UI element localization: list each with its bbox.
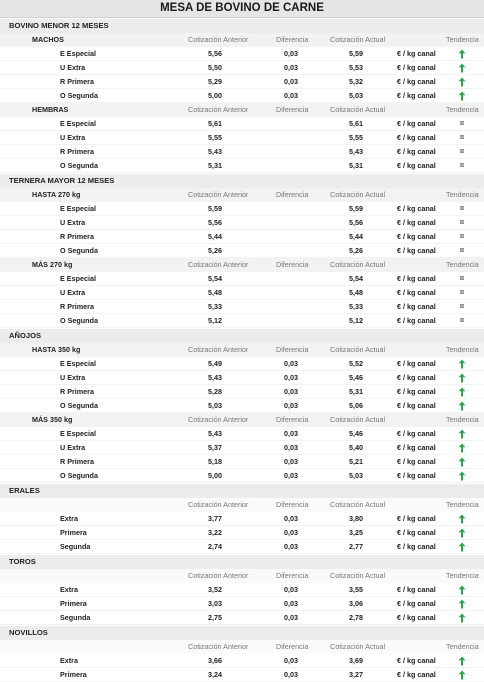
header-prev: Cotización Anterior — [188, 260, 249, 269]
price-unit: € / kg canal — [397, 274, 436, 283]
price-difference: 0,03 — [284, 514, 298, 523]
price-unit: € / kg canal — [397, 218, 436, 227]
current-price: 2,77 — [349, 542, 363, 551]
price-difference: 0,03 — [284, 387, 298, 396]
price-difference: 0,03 — [284, 91, 298, 100]
price-unit: € / kg canal — [397, 91, 436, 100]
current-price: 5,43 — [349, 147, 363, 156]
up-arrow-icon — [455, 668, 469, 682]
up-arrow-icon — [455, 597, 469, 611]
section-title: TERNERA MAYOR 12 MESES — [0, 174, 484, 188]
row-category: U Extra — [60, 288, 86, 297]
current-price: 3,27 — [349, 670, 363, 679]
row-category: R Primera — [60, 387, 94, 396]
price-unit: € / kg canal — [397, 599, 436, 608]
up-arrow-icon — [455, 512, 469, 526]
prev-price: 3,77 — [208, 514, 222, 523]
prev-price: 5,03 — [208, 401, 222, 410]
prev-price: 3,22 — [208, 528, 222, 537]
page-title: MESA DE BOVINO DE CARNE — [0, 0, 484, 18]
current-price: 5,61 — [349, 119, 363, 128]
prev-price: 3,03 — [208, 599, 222, 608]
column-header-row — [0, 188, 484, 202]
header-diff: Diferencia — [276, 345, 309, 354]
header-curr: Cotización Actual — [330, 190, 386, 199]
group-label: HASTA 350 kg — [32, 345, 81, 354]
price-unit: € / kg canal — [397, 528, 436, 537]
row-category: Primera — [60, 528, 87, 537]
table-row — [0, 583, 484, 597]
header-diff: Diferencia — [276, 571, 309, 580]
prev-price: 5,37 — [208, 443, 222, 452]
header-curr: Cotización Actual — [330, 35, 386, 44]
prev-price: 2,75 — [208, 613, 222, 622]
row-category: R Primera — [60, 302, 94, 311]
current-price: 5,03 — [349, 471, 363, 480]
header-prev: Cotización Anterior — [188, 642, 249, 651]
up-arrow-icon — [455, 427, 469, 441]
row-category: R Primera — [60, 77, 94, 86]
group-label: HEMBRAS — [32, 105, 69, 114]
up-arrow-icon — [455, 75, 469, 89]
current-price: 5,21 — [349, 457, 363, 466]
price-unit: € / kg canal — [397, 77, 436, 86]
row-category: Extra — [60, 656, 78, 665]
price-difference: 0,03 — [284, 599, 298, 608]
current-price: 5,46 — [349, 429, 363, 438]
prev-price: 5,12 — [208, 316, 222, 325]
prev-price: 5,31 — [208, 161, 222, 170]
price-difference: 0,03 — [284, 359, 298, 368]
price-unit: € / kg canal — [397, 232, 436, 241]
header-diff: Diferencia — [276, 260, 309, 269]
prev-price: 5,55 — [208, 133, 222, 142]
current-price: 5,54 — [349, 274, 363, 283]
price-difference: 0,03 — [284, 542, 298, 551]
row-category: R Primera — [60, 232, 94, 241]
current-price: 5,33 — [349, 302, 363, 311]
prev-price: 5,49 — [208, 359, 222, 368]
section-title: BOVINO MENOR 12 MESES — [0, 19, 484, 33]
equal-icon: = — [459, 316, 465, 325]
row-category: O Segunda — [60, 401, 98, 410]
header-trend: Tendencia — [446, 571, 479, 580]
section-title: TOROS — [0, 555, 484, 569]
current-price: 3,80 — [349, 514, 363, 523]
equal-icon: = — [459, 288, 465, 297]
equal-icon: = — [459, 246, 465, 255]
header-curr: Cotización Actual — [330, 105, 386, 114]
price-unit: € / kg canal — [397, 514, 436, 523]
column-header-row — [0, 413, 484, 427]
up-arrow-icon — [455, 526, 469, 540]
equal-icon: = — [459, 147, 465, 156]
column-header-row — [0, 640, 484, 654]
table-row — [0, 441, 484, 455]
prev-price: 2,74 — [208, 542, 222, 551]
row-category: R Primera — [60, 457, 94, 466]
up-arrow-icon — [455, 611, 469, 625]
table-row — [0, 385, 484, 399]
table-row — [0, 244, 484, 258]
header-trend: Tendencia — [446, 190, 479, 199]
price-difference: 0,03 — [284, 528, 298, 537]
current-price: 5,59 — [349, 204, 363, 213]
table-row — [0, 131, 484, 145]
table-row — [0, 75, 484, 89]
group-label: HASTA 270 kg — [32, 190, 81, 199]
table-row — [0, 216, 484, 230]
price-unit: € / kg canal — [397, 387, 436, 396]
header-diff: Diferencia — [276, 642, 309, 651]
price-table — [0, 19, 484, 682]
prev-price: 5,26 — [208, 246, 222, 255]
price-difference: 0,03 — [284, 471, 298, 480]
row-category: U Extra — [60, 443, 86, 452]
price-difference: 0,03 — [284, 63, 298, 72]
header-prev: Cotización Anterior — [188, 35, 249, 44]
row-category: E Especial — [60, 204, 96, 213]
price-unit: € / kg canal — [397, 670, 436, 679]
header-prev: Cotización Anterior — [188, 190, 249, 199]
group-label: MÁS 270 kg — [32, 260, 73, 269]
header-diff: Diferencia — [276, 415, 309, 424]
price-unit: € / kg canal — [397, 147, 436, 156]
header-curr: Cotización Actual — [330, 260, 386, 269]
up-arrow-icon — [455, 61, 469, 75]
up-arrow-icon — [455, 47, 469, 61]
row-category: O Segunda — [60, 161, 98, 170]
price-unit: € / kg canal — [397, 288, 436, 297]
price-difference: 0,03 — [284, 585, 298, 594]
price-unit: € / kg canal — [397, 246, 436, 255]
equal-icon: = — [459, 302, 465, 311]
column-header-row — [0, 498, 484, 512]
equal-icon: = — [459, 204, 465, 213]
up-arrow-icon — [455, 385, 469, 399]
row-category: O Segunda — [60, 246, 98, 255]
header-curr: Cotización Actual — [330, 345, 386, 354]
table-row — [0, 540, 484, 554]
prev-price: 5,28 — [208, 387, 222, 396]
current-price: 5,32 — [349, 77, 363, 86]
table-row — [0, 89, 484, 103]
column-header-row — [0, 103, 484, 117]
prev-price: 5,56 — [208, 49, 222, 58]
header-diff: Diferencia — [276, 35, 309, 44]
prev-price: 3,24 — [208, 670, 222, 679]
row-category: E Especial — [60, 274, 96, 283]
row-category: Primera — [60, 670, 87, 679]
price-difference: 0,03 — [284, 613, 298, 622]
up-arrow-icon — [455, 371, 469, 385]
current-price: 3,25 — [349, 528, 363, 537]
equal-icon: = — [459, 161, 465, 170]
current-price: 5,56 — [349, 218, 363, 227]
prev-price: 5,18 — [208, 457, 222, 466]
current-price: 5,59 — [349, 49, 363, 58]
current-price: 5,03 — [349, 91, 363, 100]
header-prev: Cotización Anterior — [188, 105, 249, 114]
table-row — [0, 455, 484, 469]
prev-price: 5,43 — [208, 373, 222, 382]
prev-price: 5,33 — [208, 302, 222, 311]
price-unit: € / kg canal — [397, 401, 436, 410]
row-category: U Extra — [60, 218, 86, 227]
prev-price: 5,50 — [208, 63, 222, 72]
row-category: Extra — [60, 514, 78, 523]
row-category: Segunda — [60, 613, 91, 622]
current-price: 5,12 — [349, 316, 363, 325]
up-arrow-icon — [455, 399, 469, 413]
current-price: 5,55 — [349, 133, 363, 142]
current-price: 5,31 — [349, 387, 363, 396]
price-difference: 0,03 — [284, 457, 298, 466]
price-unit: € / kg canal — [397, 429, 436, 438]
prev-price: 5,56 — [208, 218, 222, 227]
current-price: 5,48 — [349, 288, 363, 297]
prev-price: 5,59 — [208, 204, 222, 213]
equal-icon: = — [459, 218, 465, 227]
price-difference: 0,03 — [284, 656, 298, 665]
table-row — [0, 230, 484, 244]
table-row — [0, 668, 484, 682]
prev-price: 5,61 — [208, 119, 222, 128]
row-category: E Especial — [60, 119, 96, 128]
row-category: E Especial — [60, 49, 96, 58]
price-unit: € / kg canal — [397, 302, 436, 311]
price-unit: € / kg canal — [397, 542, 436, 551]
header-trend: Tendencia — [446, 642, 479, 651]
equal-icon: = — [459, 274, 465, 283]
up-arrow-icon — [455, 469, 469, 483]
table-row — [0, 357, 484, 371]
price-unit: € / kg canal — [397, 316, 436, 325]
header-prev: Cotización Anterior — [188, 345, 249, 354]
prev-price: 5,44 — [208, 232, 222, 241]
header-prev: Cotización Anterior — [188, 415, 249, 424]
row-category: Segunda — [60, 542, 91, 551]
price-difference: 0,03 — [284, 443, 298, 452]
price-unit: € / kg canal — [397, 204, 436, 213]
price-difference: 0,03 — [284, 401, 298, 410]
table-row — [0, 427, 484, 441]
row-category: Primera — [60, 599, 87, 608]
table-row — [0, 145, 484, 159]
table-row — [0, 61, 484, 75]
header-trend: Tendencia — [446, 500, 479, 509]
current-price: 5,26 — [349, 246, 363, 255]
price-unit: € / kg canal — [397, 133, 436, 142]
price-difference: 0,03 — [284, 77, 298, 86]
current-price: 5,52 — [349, 359, 363, 368]
row-category: E Especial — [60, 429, 96, 438]
current-price: 3,69 — [349, 656, 363, 665]
table-row — [0, 47, 484, 61]
prev-price: 3,66 — [208, 656, 222, 665]
up-arrow-icon — [455, 357, 469, 371]
header-trend: Tendencia — [446, 260, 479, 269]
current-price: 3,06 — [349, 599, 363, 608]
price-unit: € / kg canal — [397, 656, 436, 665]
row-category: O Segunda — [60, 91, 98, 100]
prev-price: 5,00 — [208, 91, 222, 100]
header-curr: Cotización Actual — [330, 642, 386, 651]
header-diff: Diferencia — [276, 105, 309, 114]
prev-price: 5,43 — [208, 429, 222, 438]
table-row — [0, 117, 484, 131]
table-row — [0, 202, 484, 216]
row-category: E Especial — [60, 359, 96, 368]
prev-price: 5,43 — [208, 147, 222, 156]
section-title: ERALES — [0, 484, 484, 498]
prev-price: 3,52 — [208, 585, 222, 594]
table-row — [0, 371, 484, 385]
prev-price: 5,00 — [208, 471, 222, 480]
up-arrow-icon — [455, 540, 469, 554]
prev-price: 5,48 — [208, 288, 222, 297]
table-row — [0, 286, 484, 300]
current-price: 5,31 — [349, 161, 363, 170]
up-arrow-icon — [455, 455, 469, 469]
header-prev: Cotización Anterior — [188, 500, 249, 509]
price-unit: € / kg canal — [397, 63, 436, 72]
current-price: 5,06 — [349, 401, 363, 410]
row-category: U Extra — [60, 133, 86, 142]
row-category: O Segunda — [60, 316, 98, 325]
row-category: U Extra — [60, 63, 86, 72]
header-prev: Cotización Anterior — [188, 571, 249, 580]
table-row — [0, 611, 484, 625]
table-row — [0, 272, 484, 286]
header-curr: Cotización Actual — [330, 415, 386, 424]
prev-price: 5,29 — [208, 77, 222, 86]
section-title: NOVILLOS — [0, 626, 484, 640]
up-arrow-icon — [455, 441, 469, 455]
header-trend: Tendencia — [446, 345, 479, 354]
price-unit: € / kg canal — [397, 119, 436, 128]
table-row — [0, 469, 484, 483]
price-unit: € / kg canal — [397, 613, 436, 622]
table-row — [0, 314, 484, 328]
header-trend: Tendencia — [446, 35, 479, 44]
group-label: MACHOS — [32, 35, 64, 44]
header-curr: Cotización Actual — [330, 571, 386, 580]
table-row — [0, 654, 484, 668]
current-price: 5,44 — [349, 232, 363, 241]
row-category: Extra — [60, 585, 78, 594]
equal-icon: = — [459, 119, 465, 128]
price-unit: € / kg canal — [397, 443, 436, 452]
header-trend: Tendencia — [446, 105, 479, 114]
table-row — [0, 526, 484, 540]
equal-icon: = — [459, 133, 465, 142]
current-price: 3,55 — [349, 585, 363, 594]
up-arrow-icon — [455, 583, 469, 597]
column-header-row — [0, 343, 484, 357]
table-row — [0, 300, 484, 314]
price-unit: € / kg canal — [397, 49, 436, 58]
price-difference: 0,03 — [284, 49, 298, 58]
row-category: U Extra — [60, 373, 86, 382]
column-header-row — [0, 258, 484, 272]
price-unit: € / kg canal — [397, 457, 436, 466]
price-unit: € / kg canal — [397, 359, 436, 368]
group-label: MÁS 350 kg — [32, 415, 73, 424]
price-unit: € / kg canal — [397, 161, 436, 170]
price-unit: € / kg canal — [397, 373, 436, 382]
current-price: 5,53 — [349, 63, 363, 72]
table-row — [0, 399, 484, 413]
header-diff: Diferencia — [276, 500, 309, 509]
table-row — [0, 597, 484, 611]
price-difference: 0,03 — [284, 373, 298, 382]
price-difference: 0,03 — [284, 670, 298, 679]
section-title: AÑOJOS — [0, 329, 484, 343]
row-category: R Primera — [60, 147, 94, 156]
row-category: O Segunda — [60, 471, 98, 480]
price-difference: 0,03 — [284, 429, 298, 438]
column-header-row — [0, 569, 484, 583]
table-row — [0, 512, 484, 526]
header-curr: Cotización Actual — [330, 500, 386, 509]
current-price: 2,78 — [349, 613, 363, 622]
up-arrow-icon — [455, 654, 469, 668]
prev-price: 5,54 — [208, 274, 222, 283]
header-diff: Diferencia — [276, 190, 309, 199]
up-arrow-icon — [455, 89, 469, 103]
column-header-row — [0, 33, 484, 47]
current-price: 5,40 — [349, 443, 363, 452]
header-trend: Tendencia — [446, 415, 479, 424]
price-unit: € / kg canal — [397, 471, 436, 480]
price-unit: € / kg canal — [397, 585, 436, 594]
equal-icon: = — [459, 232, 465, 241]
table-row — [0, 159, 484, 173]
current-price: 5,46 — [349, 373, 363, 382]
